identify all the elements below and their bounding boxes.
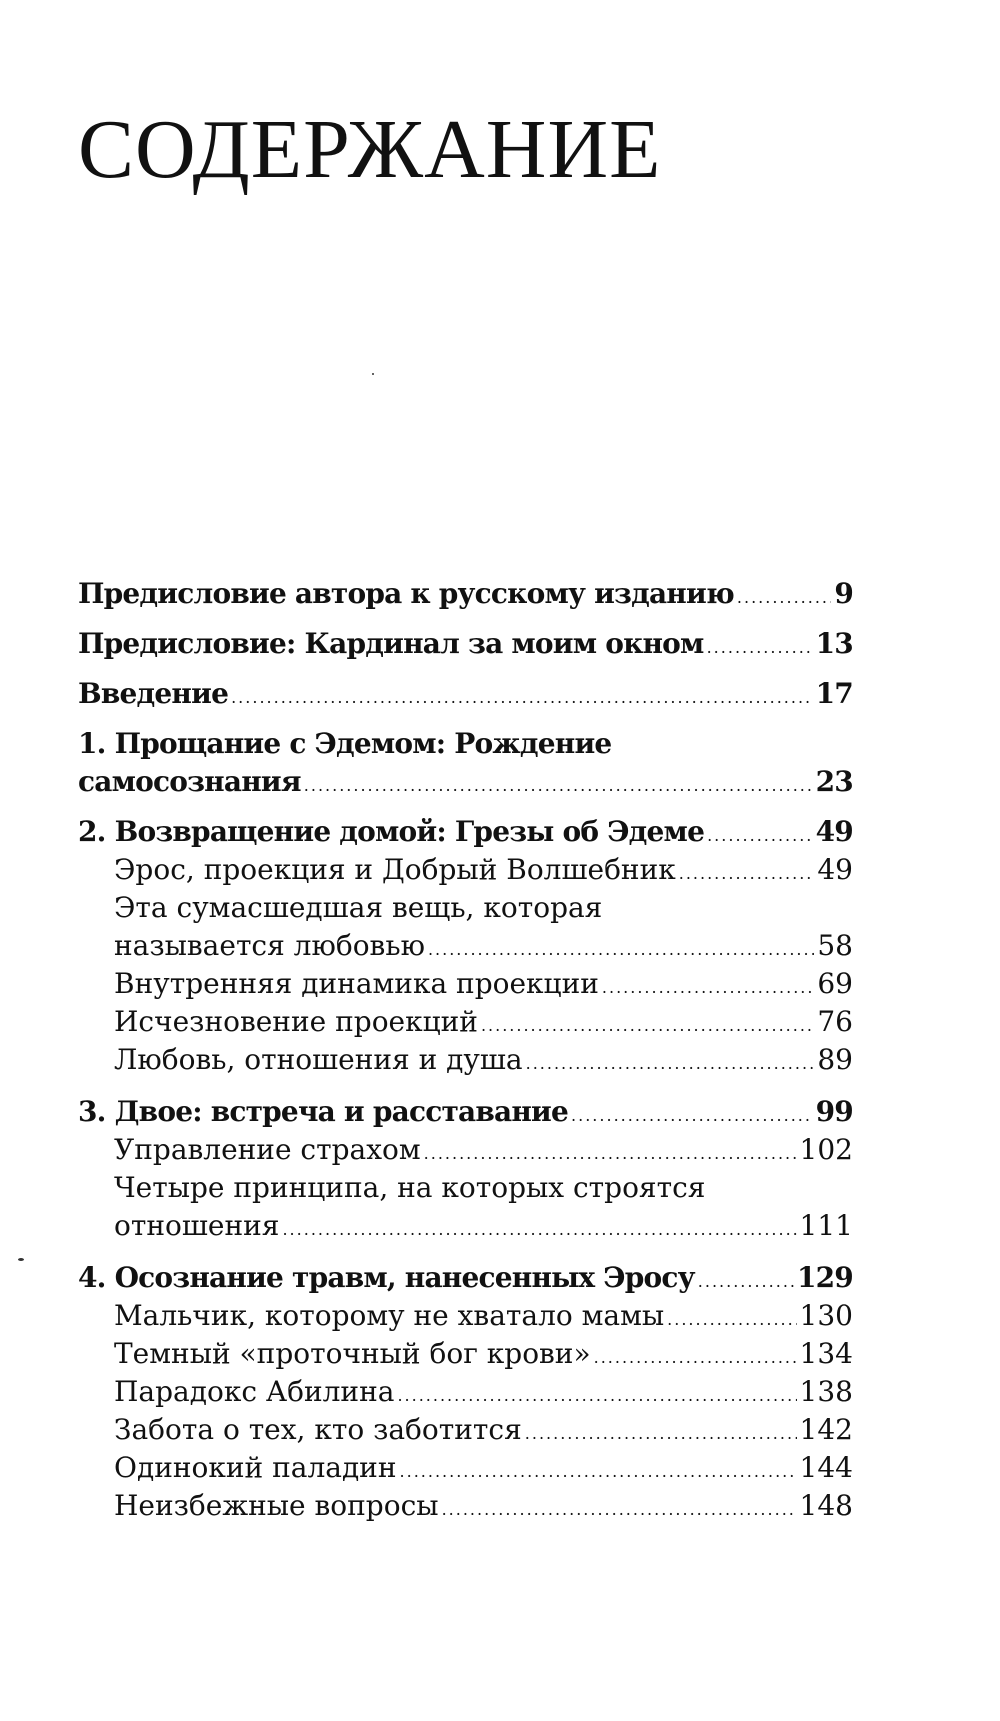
- dot-leader: [667, 1301, 796, 1339]
- toc-section[interactable]: [78, 1297, 853, 1335]
- page-title: СОДЕРЖАНИЕ: [78, 103, 662, 196]
- toc-entry-page: 13: [815, 627, 853, 660]
- toc-section[interactable]: [78, 965, 853, 1003]
- dot-leader: [397, 1377, 796, 1415]
- toc-section-title: Эрос, проекция и Добрый Волшебник: [114, 853, 676, 886]
- toc-section[interactable]: [78, 1335, 853, 1373]
- toc-entry-page: 129: [796, 1261, 853, 1294]
- toc-entry-title: 3. Двое: встреча и расставание: [78, 1095, 569, 1128]
- toc-section-page: 58: [817, 929, 853, 962]
- toc-entry-title-line: самосознания: [78, 765, 301, 798]
- toc-section[interactable]: [78, 1487, 853, 1525]
- toc-entry-title: Введение: [78, 677, 229, 710]
- dot-leader: [282, 1211, 796, 1249]
- toc-entry-chapter-2[interactable]: [78, 813, 853, 851]
- toc-section-page: 144: [799, 1451, 853, 1484]
- toc-entry-title: 2. Возвращение домой: Грезы об Эдеме: [78, 815, 705, 848]
- toc-entry-title: 4. Осознание травм, нанесенных Эросу: [78, 1261, 695, 1294]
- dot-leader: [400, 1453, 797, 1491]
- toc-section-title: Исчезновение проекций: [114, 1005, 478, 1038]
- toc-section-title: Парадокс Абилина: [114, 1375, 395, 1408]
- toc-entry-chapter-3[interactable]: [78, 1093, 853, 1131]
- dot-leader: [594, 1339, 797, 1377]
- toc-entry-chapter-1[interactable]: [78, 725, 853, 801]
- toc-section[interactable]: [78, 851, 853, 889]
- toc-section-page: 148: [799, 1489, 853, 1522]
- toc-section-page: 49: [817, 853, 853, 886]
- dot-leader: [481, 1007, 814, 1045]
- toc-section-page: 69: [817, 967, 853, 1000]
- toc-section-title: Мальчик, которому не хватало мамы: [114, 1299, 665, 1332]
- toc-entry-page: 99: [815, 1095, 853, 1128]
- toc-entry-introduction[interactable]: [78, 675, 853, 713]
- toc-section-page: 138: [799, 1375, 853, 1408]
- toc-section[interactable]: [78, 889, 853, 965]
- dot-leader: [571, 1097, 813, 1135]
- toc-section-title-line: Эта сумасшедшая вещь, которая: [114, 891, 603, 924]
- toc-section-title: Любовь, отношения и душа: [114, 1043, 523, 1076]
- toc-entry-page: 49: [815, 815, 853, 848]
- dot-leader: [737, 579, 831, 617]
- toc-section-title: Внутренняя динамика проекции: [114, 967, 599, 1000]
- toc-section-title: Управление страхом: [114, 1133, 421, 1166]
- toc-section-page: 142: [799, 1413, 853, 1446]
- toc-section-title-line: называется любовью: [114, 929, 425, 962]
- toc-section-title: Темный «проточный бог крови»: [114, 1337, 591, 1370]
- toc-entry-preface[interactable]: [78, 625, 853, 663]
- toc-section[interactable]: [78, 1449, 853, 1487]
- dot-leader: [707, 629, 813, 667]
- dot-leader: [428, 931, 814, 969]
- toc-entry-preface-russian[interactable]: [78, 575, 853, 613]
- dot-leader: [304, 767, 813, 805]
- toc-section[interactable]: [78, 1169, 853, 1245]
- dot-leader: [602, 969, 814, 1007]
- toc-entry-chapter-4[interactable]: [78, 1259, 853, 1297]
- dot-leader: [424, 1135, 797, 1173]
- dot-leader: [525, 1415, 797, 1453]
- toc-entry-title: Предисловие автора к русскому изданию: [78, 577, 734, 610]
- dot-leader: [679, 855, 815, 893]
- dot-leader: [442, 1491, 797, 1529]
- dot-leader: [526, 1045, 815, 1083]
- toc-section[interactable]: [78, 1131, 853, 1169]
- toc-section-page: 89: [817, 1043, 853, 1076]
- scan-speck: [372, 373, 374, 375]
- toc-section-title-line: отношения: [114, 1209, 280, 1242]
- toc-section-page: 76: [817, 1005, 853, 1038]
- toc-entry-title: Предисловие: Кардинал за моим окном: [78, 627, 704, 660]
- toc-section-title-line: Четыре принципа, на которых строятся: [114, 1171, 706, 1204]
- toc-section-title: Одинокий паладин: [114, 1451, 397, 1484]
- toc-entry-page: 23: [815, 765, 853, 798]
- toc-section-title: Забота о тех, кто заботится: [114, 1413, 522, 1446]
- dot-leader: [707, 817, 813, 855]
- table-of-contents: [78, 575, 853, 1525]
- dot-leader: [231, 679, 813, 717]
- toc-section-page: 134: [799, 1337, 853, 1370]
- toc-section-page: 130: [799, 1299, 853, 1332]
- scan-speck: [18, 1258, 24, 1261]
- toc-section[interactable]: [78, 1003, 853, 1041]
- toc-entry-page: 9: [834, 577, 853, 610]
- toc-entry-page: 17: [815, 677, 853, 710]
- toc-entry-title-line: 1. Прощание с Эдемом: Рождение: [78, 727, 612, 760]
- toc-section[interactable]: [78, 1411, 853, 1449]
- toc-section[interactable]: [78, 1373, 853, 1411]
- dot-leader: [698, 1263, 794, 1301]
- toc-section-page: 111: [799, 1209, 853, 1242]
- toc-section-page: 102: [799, 1133, 853, 1166]
- toc-section[interactable]: [78, 1041, 853, 1079]
- toc-section-title: Неизбежные вопросы: [114, 1489, 439, 1522]
